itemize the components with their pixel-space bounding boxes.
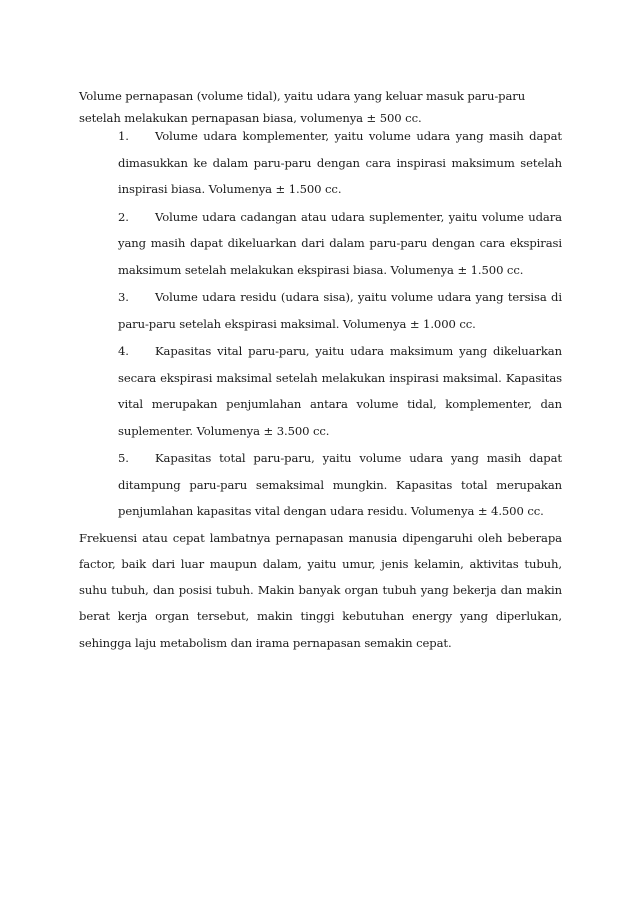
list-item-number: 4. [118, 344, 129, 358]
list-item-number: 5. [118, 451, 129, 465]
closing-paragraph: Frekuensi atau cepat lambatnya pernapasan manusia dipengaruhi oleh beberapa factor, baik dari luar maupun dalam, yaitu umur, jenis kelamin, aktivitas tubuh, suhu tubuh, dan posisi tubuh. Makin banyak organ tubuh yang bekerja dan makin berat kerja organ tersebut, makin tinggi kebutuhan energy yang diperlukan, sehingga laju metabolism dan irama pernapasan semakin cepat. [79, 530, 562, 650]
list-item-text: Volume udara residu (udara sisa), yaitu volume udara yang tersisa di paru-paru setelah ekspirasi maksimal. Volumenya ± 1.000 cc. [118, 290, 562, 331]
list-item-text: Kapasitas vital paru-paru, yaitu udara maksimum yang dikeluarkan secara ekspirasi maksimal setelah melakukan inspirasi maksimal. Kapasitas vital merupakan penjumlahan antara volume tidal, komplementer, dan suplementer. Volumenya ± 3.500 cc. [118, 344, 562, 438]
list-item [118, 284, 562, 337]
list-item-number: 1. [118, 129, 129, 143]
list-item-text: Kapasitas total paru-paru, yaitu volume udara yang masih dapat ditampung paru-paru semaksimal mungkin. Kapasitas total merupakan penjumlahan kapasitas vital dengan udara residu. Volumenya ± 4.500 cc. [118, 451, 562, 518]
list-item-number: 2. [118, 209, 129, 224]
list-item [118, 123, 562, 203]
list-item-text: Volume udara cadangan atau udara suplementer, yaitu volume udara yang masih dapat dikeluarkan dari dalam paru-paru dengan cara ekspirasi maksimum setelah melakukan ekspirasi biasa. Volumenya ± 1.500 cc. [118, 209, 562, 277]
lung-volume-list [118, 123, 562, 525]
list-item-number: 3. [118, 290, 129, 304]
list-item [118, 204, 562, 284]
intro-paragraph: Volume pernapasan (volume tidal), yaitu udara yang keluar masuk paru-paru setelah melakukan pernapasan biasa, volumenya ± 500 cc. [79, 88, 526, 125]
list-item-text: Volume udara komplementer, yaitu volume udara yang masih dapat dimasukkan ke dalam paru-paru dengan cara inspirasi maksimum setelah inspirasi biasa. Volumenya ± 1.500 cc. [118, 129, 562, 196]
list-item [118, 445, 562, 525]
list-item [118, 338, 562, 444]
